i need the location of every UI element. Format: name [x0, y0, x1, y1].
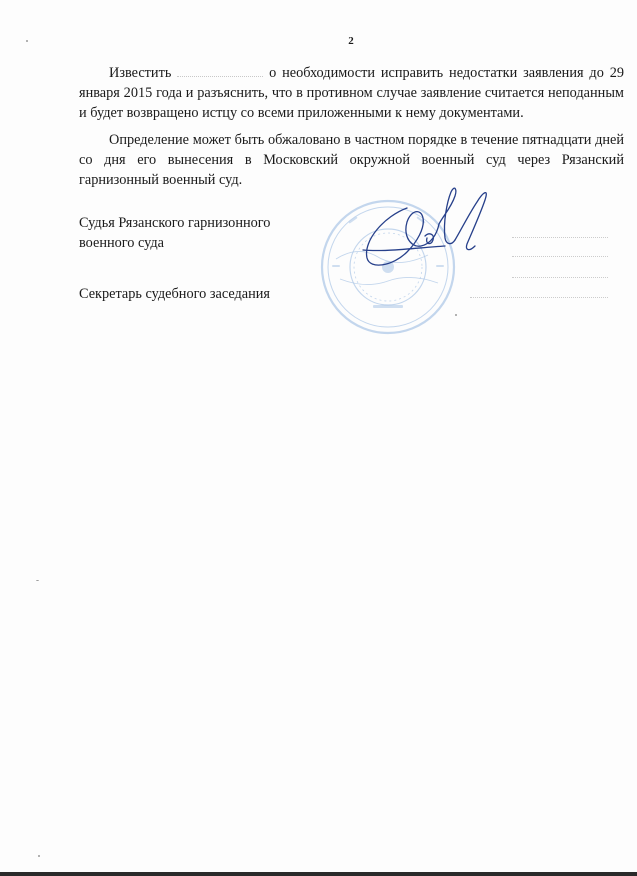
page-number: 2 — [348, 35, 354, 47]
judge-signature-label — [79, 213, 270, 253]
redacted-name — [177, 66, 263, 77]
judge-signature-icon — [355, 178, 495, 273]
judge-label-line2: военного суда — [79, 235, 165, 251]
redacted-secretary-name-2 — [512, 276, 608, 278]
notice-lead-text: Известить — [109, 65, 172, 81]
judge-label-line1: Судья Рязанского гарнизонного — [79, 215, 271, 231]
scan-bottom-edge — [0, 872, 637, 876]
scan-speck — [38, 855, 40, 857]
scan-speck — [455, 314, 457, 316]
paragraph-notice — [79, 63, 624, 123]
notice-body-text: о необходимости исправить недостатки заявления до 29 января 2015 года и разъяснить, что в противном случае заявление считается неподанным и будет возвращено истцу со всеми приложенными к нему документами. — [79, 65, 624, 121]
redacted-judge-name — [512, 236, 608, 238]
redacted-secretary-name — [470, 296, 608, 298]
paragraph-appeal: Определение может быть обжаловано в частном порядке в течение пятнадцати дней со дня его вынесения в Московский окружной военный суд через Рязанский гарнизонный военный суд. — [79, 132, 624, 188]
scan-speck — [36, 580, 39, 581]
scan-speck — [26, 40, 28, 42]
secretary-signature-label: Секретарь судебного заседания — [79, 286, 271, 302]
redacted-judge-name-2 — [512, 255, 608, 257]
